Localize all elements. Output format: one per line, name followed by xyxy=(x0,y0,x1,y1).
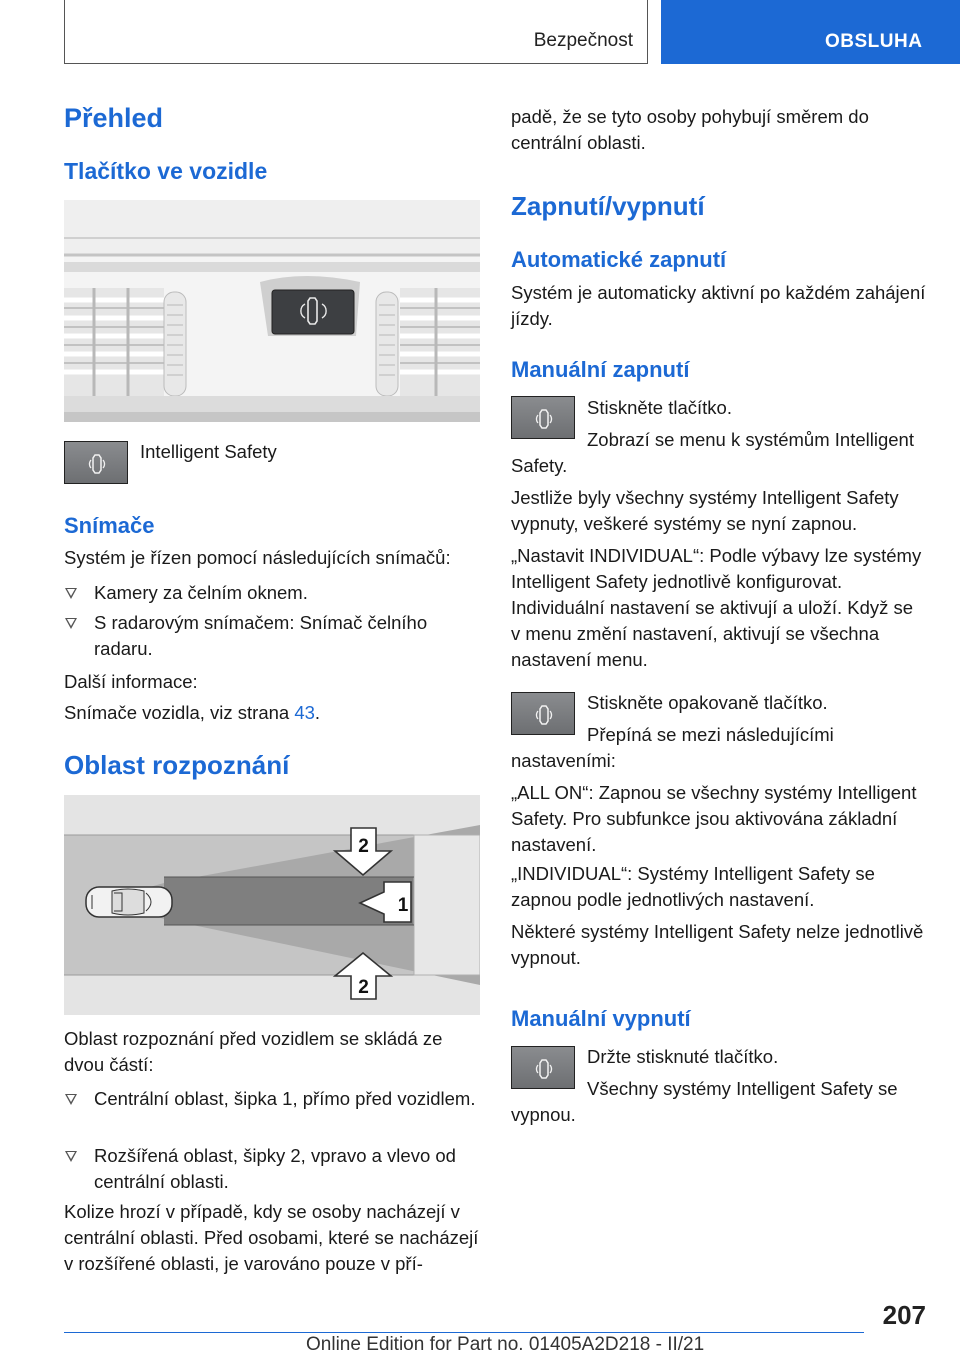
nastavit-individual-text: „Nastavit INDIVIDUAL“: Podle výbavy lze systémy Intelligent Safety jednotlivě konfigurovat. Individuální nastavení se aktivují a uloží. Když se v menu změní nastavení, aktivují se všechna nastavení menu. xyxy=(511,545,922,670)
heading-zapnuti: Zapnutí/vypnutí xyxy=(511,191,705,221)
list-item xyxy=(64,610,480,662)
auto-text: Systém je automaticky aktivní po každém zahájení jízdy. xyxy=(511,282,926,329)
heading-manualni-zapnuti: Manuální zapnutí xyxy=(511,357,690,382)
heading-tlacitko: Tlačítko ve vozidle xyxy=(64,158,268,184)
car-shield-icon xyxy=(535,409,553,429)
drzte-text: Držte stisknuté tlačítko. xyxy=(587,1046,779,1067)
list-item-text: Rozšířená oblast, šipky 2, vpravo a vlevo od centrální oblasti. xyxy=(94,1145,456,1192)
individual-text: „INDIVIDUAL“: Systémy Intelligent Safety se zapnou podle jednotlivých nastavení. xyxy=(511,863,875,910)
reference-text: Snímače vozidla, viz strana xyxy=(64,702,295,723)
oblast-intro: Oblast rozpoznání před vozidlem se skládá ze dvou částí: xyxy=(64,1028,443,1075)
stisknete-opakovane-text: Stiskněte opakovaně tlačítko. xyxy=(587,692,828,713)
bullet-triangle-icon xyxy=(65,1094,77,1105)
dashboard-button-photo xyxy=(64,200,480,422)
reference-end: . xyxy=(314,702,321,723)
continued-text: padě, že se tyto osoby pohybují směrem do centrální oblasti. xyxy=(511,106,869,153)
detection-area-diagram xyxy=(64,795,480,1015)
jestlize-text: Jestliže byly všechny systémy Intelligent Safety vypnuty, veškeré systémy se nyní zapnou. xyxy=(511,487,899,534)
intelligent-safety-button-icon xyxy=(64,441,128,484)
footer-edition: Online Edition for Part no. 01405A2D218 - II/21 xyxy=(306,1334,705,1355)
vsechny-text: Všechny systémy Intelligent Safety se vypnou. xyxy=(511,1078,898,1125)
section-title: Bezpečnost xyxy=(533,30,633,51)
list-item-text: Kamery za čelním oknem. xyxy=(94,582,308,603)
dalsi-informace: Další informace: xyxy=(64,671,198,692)
heading-prehled: Přehled xyxy=(64,103,164,133)
car-top-view-icon xyxy=(86,887,172,917)
kolize-text: Kolize hrozí v případě, kdy se osoby nacházejí v centrální oblasti. Před osobami, které se nacházejí v rozšířené oblasti, je varováno pouze v pří- xyxy=(64,1201,479,1274)
button-label: Intelligent Safety xyxy=(140,441,277,462)
intelligent-safety-button-icon xyxy=(511,1046,575,1089)
page-number: 207 xyxy=(882,1300,926,1330)
snimace-reference xyxy=(64,700,480,726)
car-shield-icon xyxy=(88,454,106,474)
bullet-triangle-icon xyxy=(65,1151,77,1162)
all-on-text: „ALL ON“: Zapnou se všechny systémy Intelligent Safety. Pro subfunkce jsou aktivována základní nastavení. xyxy=(511,782,917,855)
arrow-2-bottom-label: 2 xyxy=(358,977,369,998)
list-item-text: S radarovým snímačem: Snímač čelního radaru. xyxy=(94,612,428,659)
bullet-triangle-icon xyxy=(65,618,77,629)
page-header xyxy=(0,0,960,66)
arrow-2-top-label: 2 xyxy=(358,836,369,857)
heading-manualni-vypnuti: Manuální vypnutí xyxy=(511,1006,691,1031)
heading-oblast: Oblast rozpoznání xyxy=(64,750,290,780)
arrow-1-label: 1 xyxy=(397,895,409,916)
car-shield-icon xyxy=(535,705,553,725)
nektere-text: Některé systémy Intelligent Safety nelze jednotlivě vypnout. xyxy=(511,921,924,968)
prepina-text: Přepíná se mezi následujícími nastaveními: xyxy=(511,724,834,771)
car-shield-icon xyxy=(535,1059,553,1079)
zobrazi-text: Zobrazí se menu k systémům Intelligent Safety. xyxy=(511,429,914,476)
intelligent-safety-button-icon xyxy=(511,692,575,735)
list-item xyxy=(64,1143,480,1195)
list-item xyxy=(64,580,480,606)
stisknete-text: Stiskněte tlačítko. xyxy=(587,397,732,418)
intelligent-safety-button-icon xyxy=(511,396,575,439)
heading-automaticke: Automatické zapnutí xyxy=(511,247,727,272)
list-item-text: Centrální oblast, šipka 1, přímo před vozidlem. xyxy=(94,1088,476,1109)
footer-divider xyxy=(64,1332,864,1333)
chapter-tab[interactable]: OBSLUHA xyxy=(661,0,960,64)
snimace-intro: Systém je řízen pomocí následujících snímačů: xyxy=(64,547,451,568)
list-item xyxy=(64,1086,480,1112)
page-link-43[interactable]: 43 xyxy=(294,702,315,723)
bullet-triangle-icon xyxy=(65,588,77,599)
heading-snimace: Snímače xyxy=(64,513,155,538)
section-header-box xyxy=(64,0,648,64)
